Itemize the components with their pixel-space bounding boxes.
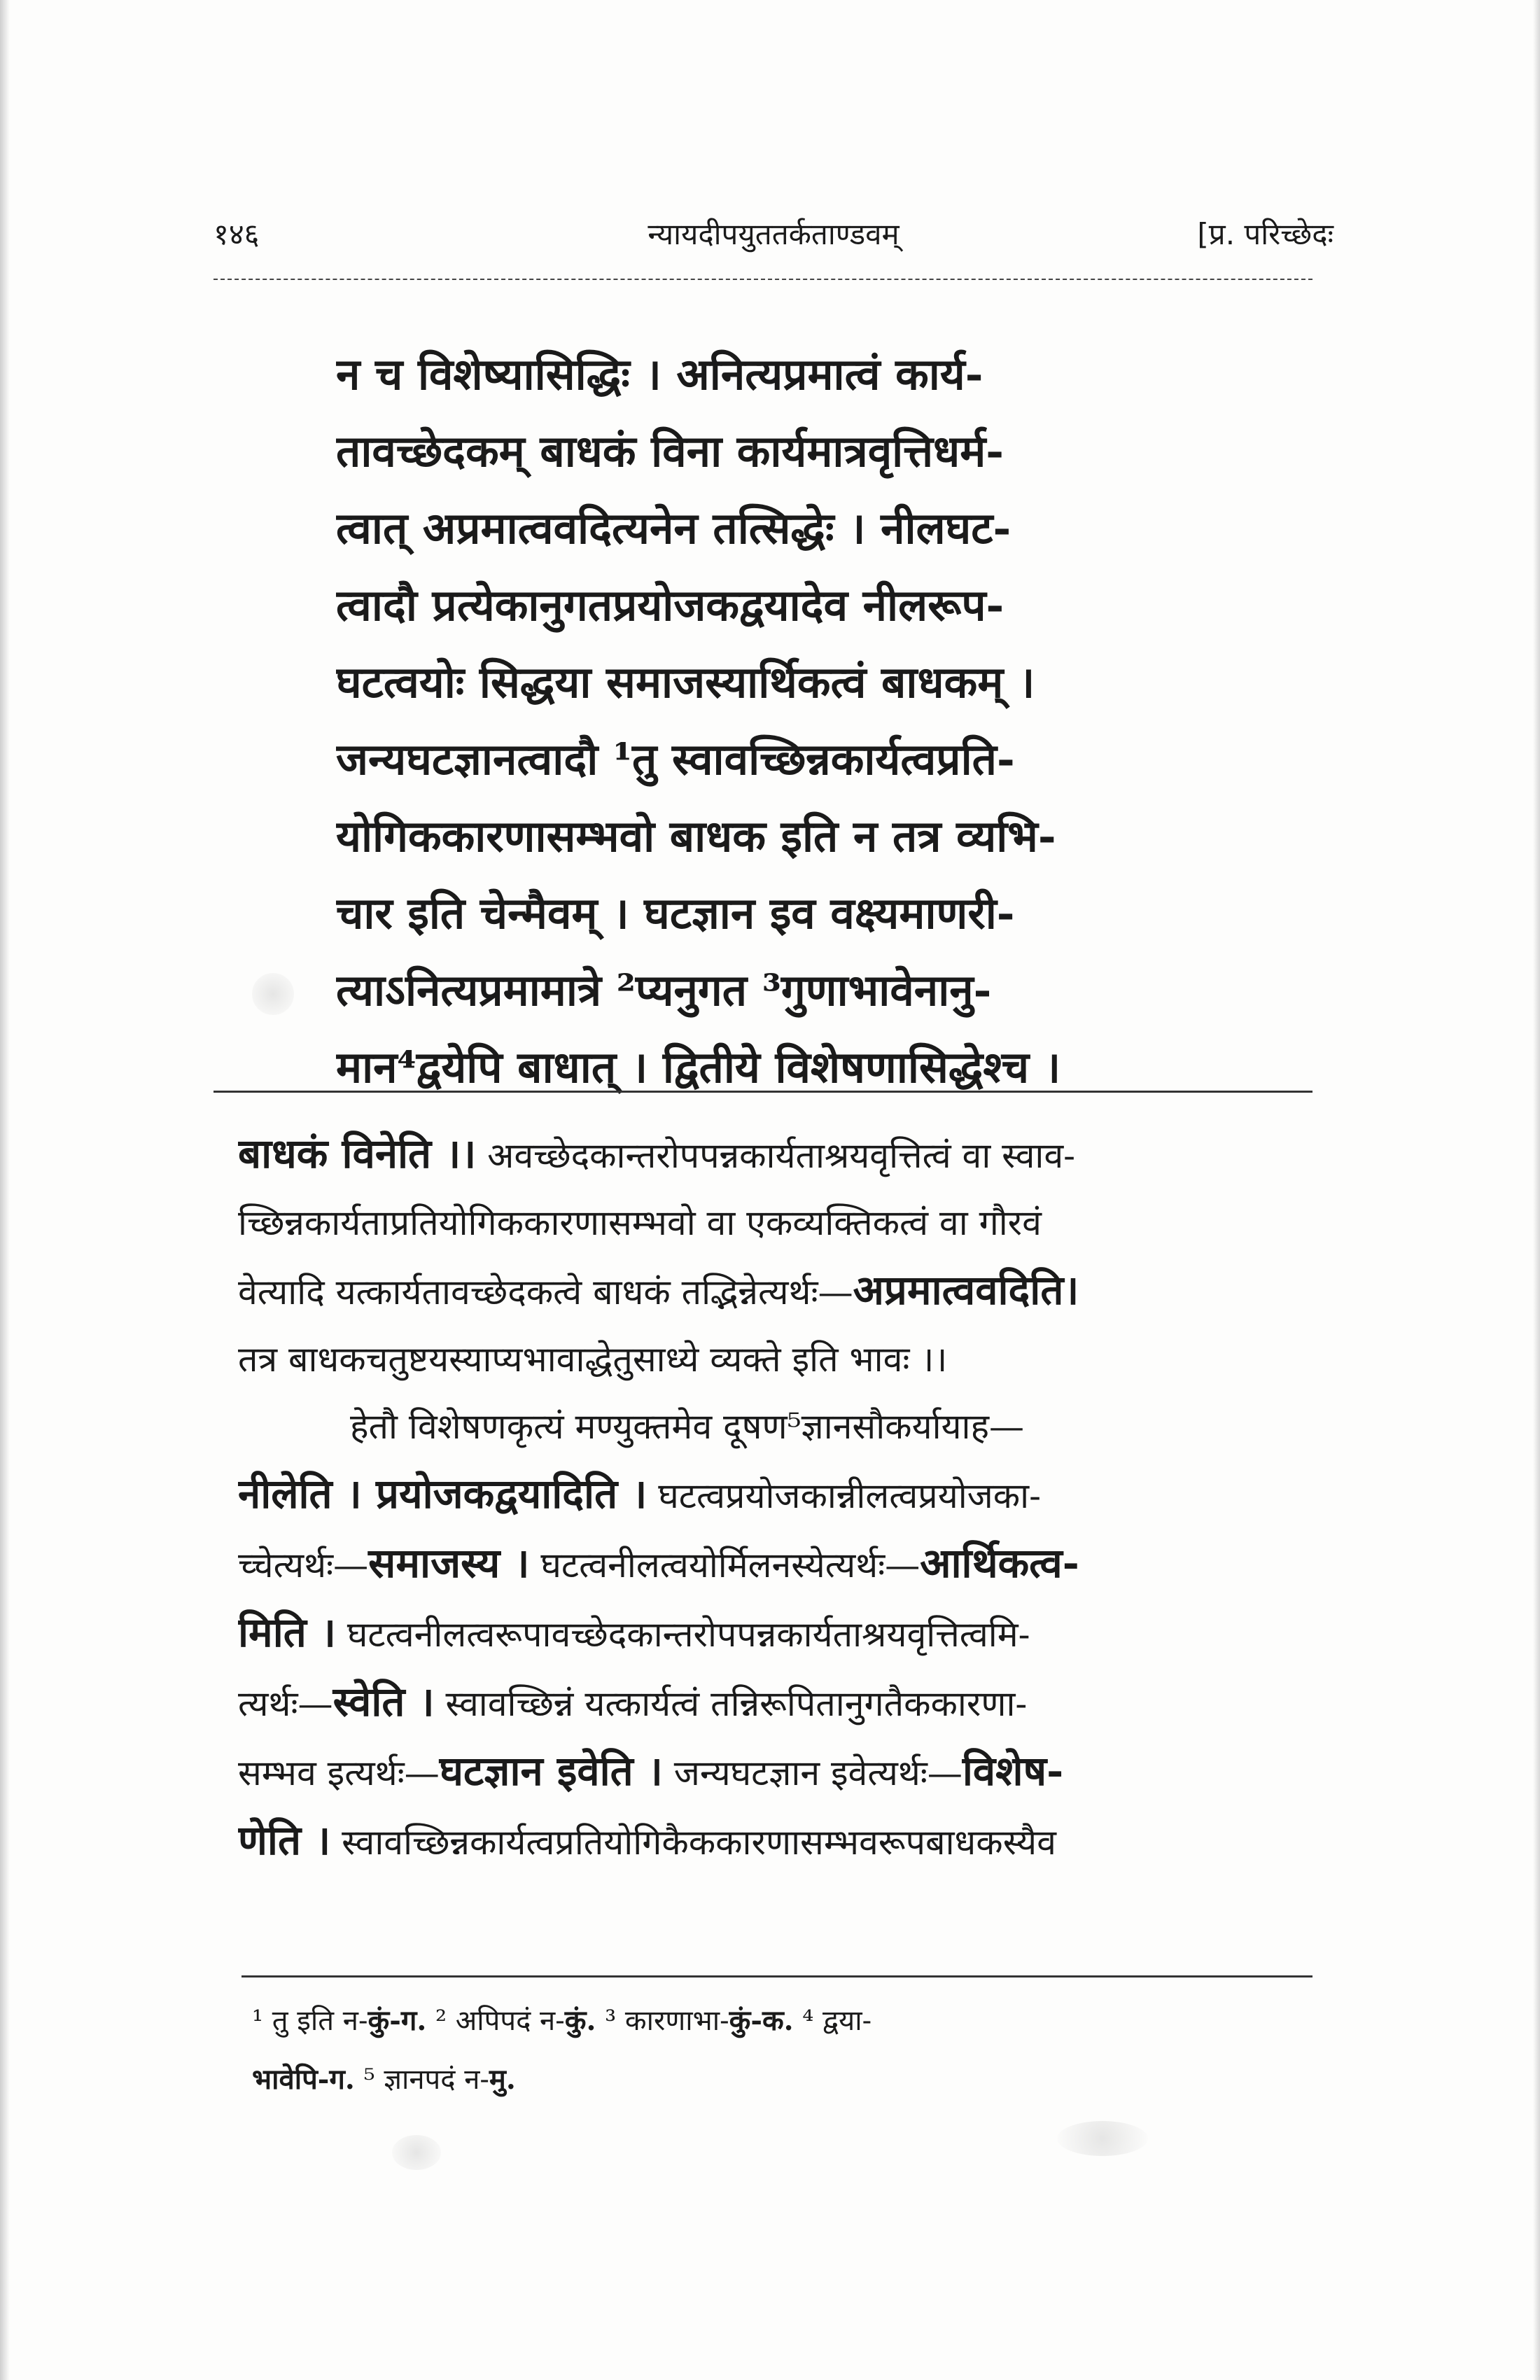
commentary-text: तत्र बाधकचतुष्टयस्याप्यभावाद्धेतुसाध्ये व्यक्ते इति भावः ।। <box>238 1339 948 1380</box>
footnote-text: ¹ तु इति न- <box>252 2005 368 2037</box>
commentary-lemma: घटज्ञान इवेति । <box>439 1747 663 1795</box>
page-header <box>214 214 1334 270</box>
footnote-text: ² अपिपदं न- <box>426 2005 565 2037</box>
commentary-lemma: नीलेति । प्रयोजकद्वयादिति । <box>238 1470 648 1518</box>
footnote-rule <box>241 1975 1312 1977</box>
main-text-line: त्वात् अप्रमात्ववदित्यनेन तत्सिद्धेः । नीलघट- <box>336 503 1011 554</box>
commentary-line <box>238 1326 1316 1393</box>
main-text-line: न च विशेष्यासिद्धिः । अनित्यप्रमात्वं कार्य- <box>336 349 983 400</box>
main-text-line: जन्यघटज्ञानत्वादौ ¹तु स्वावच्छिन्नकार्यत्वप्रति- <box>336 734 1015 785</box>
main-text-line: चार इति चेन्मैवम् । घटज्ञान इव वक्ष्यमाणरी- <box>336 888 1015 939</box>
footnote-siglum: कुं-ग. <box>368 2004 427 2037</box>
commentary-line <box>238 1737 1316 1807</box>
paper-smudge <box>392 2135 441 2170</box>
paper-smudge <box>1057 2121 1148 2156</box>
footnote-line <box>252 1991 1316 2050</box>
commentary-text: घटत्वनीलत्वरूपावच्छेदकान्तरोपपन्नकार्यताश्रयवृत्तित्वमि- <box>335 1614 1030 1655</box>
footnote-siglum: मु. <box>489 2063 516 2096</box>
commentary-text: अवच्छेदकान्तरोपपन्नकार्यताश्रयवृत्तित्वं वा स्वाव- <box>476 1135 1076 1176</box>
commentary-line <box>238 1807 1316 1876</box>
commentary-line <box>238 1530 1316 1599</box>
commentary-line <box>238 1668 1316 1737</box>
commentary-block <box>238 1120 1316 1876</box>
commentary-line <box>238 1460 1316 1530</box>
main-text-line: त्वादौ प्रत्येकानुगतप्रयोजकद्वयादेव नीलरूप- <box>336 580 1004 631</box>
header-rule <box>214 279 1312 284</box>
commentary-lemma: विशेष- <box>962 1747 1064 1795</box>
commentary-line <box>238 1256 1316 1326</box>
commentary-text: घटत्वनीलत्वयोर्मिलनस्येत्यर्थः— <box>529 1545 920 1586</box>
commentary-text: स्वावच्छिन्नं यत्कार्यत्वं तन्निरूपितानुगतैककारणा- <box>434 1684 1028 1724</box>
commentary-line <box>238 1189 1316 1256</box>
footnote-text: ⁴ द्वया- <box>793 2005 872 2037</box>
commentary-lemma: आर्थिकत्व- <box>920 1539 1079 1587</box>
main-text-line: मान⁴द्वयेपि बाधात् । द्वितीये विशेषणासिद्धेश्च । <box>336 1042 1061 1093</box>
footnote-line <box>252 2050 1316 2109</box>
commentary-text: त्यर्थः— <box>238 1684 333 1724</box>
commentary-line <box>238 1393 1316 1460</box>
footnotes-block <box>252 1991 1316 2109</box>
commentary-lemma: स्वेति । <box>332 1678 435 1726</box>
section-label: [प्र. परिच्छेदः <box>1197 217 1334 251</box>
commentary-line <box>238 1120 1316 1189</box>
commentary-lemma: समाजस्य । <box>368 1539 530 1587</box>
main-text-block <box>336 336 1204 1106</box>
footnote-text: ⁵ ज्ञानपदं न- <box>354 2064 489 2096</box>
text-commentary-divider <box>214 1091 1312 1093</box>
footnote-siglum: भावेपि-ग. <box>252 2063 355 2096</box>
footnote-siglum: कुं-क. <box>729 2004 794 2037</box>
page-edge <box>1533 0 1540 2380</box>
footnote-siglum: कुं. <box>564 2004 596 2037</box>
commentary-lemma: अप्रमात्ववदिति। <box>853 1266 1079 1314</box>
commentary-text: जन्यघटज्ञान इवेत्यर्थः— <box>662 1753 962 1793</box>
footnote-text: ³ कारणाभा- <box>596 2005 729 2037</box>
commentary-text: च्छिन्नकार्यताप्रतियोगिककारणासम्भवो वा एकव्यक्तिकत्वं वा गौरवं <box>238 1203 1042 1243</box>
binding-shadow <box>0 0 10 2380</box>
running-title: न्यायदीपयुततर्कताण्डवम् <box>648 217 899 251</box>
page-number: १४६ <box>214 217 260 251</box>
main-text-line: त्याऽनित्यप्रमामात्रे ²प्यनुगत ³गुणाभावेनानु- <box>336 965 992 1016</box>
commentary-text: वेत्यादि यत्कार्यतावच्छेदकत्वे बाधकं तद्भिन्नेत्यर्थः— <box>238 1272 853 1312</box>
commentary-lemma: णेति । <box>238 1816 331 1864</box>
commentary-line <box>238 1599 1316 1668</box>
commentary-text: हेतौ विशेषणकृत्यं मण्युक्तमेव दूषण⁵ज्ञानसौकर्यायाह— <box>350 1406 1025 1447</box>
commentary-lemma: बाधकं विनेति ।। <box>238 1130 477 1177</box>
commentary-lemma: मिति । <box>238 1609 336 1656</box>
main-text-line: योगिककारणासम्भवो बाधक इति न तत्र व्यभि- <box>336 811 1056 862</box>
commentary-text: च्चेत्यर्थः— <box>238 1545 369 1586</box>
commentary-text: घटत्वप्रयोजकान्नीलत्वप्रयोजका- <box>647 1476 1042 1516</box>
paper-smudge <box>252 973 294 1015</box>
commentary-text: सम्भव इत्यर्थः— <box>238 1753 440 1793</box>
main-text-line: घटत्वयोः सिद्धया समाजस्यार्थिकत्वं बाधकम् । <box>336 657 1035 708</box>
commentary-text: स्वावच्छिन्नकार्यत्वप्रतियोगिकैककारणासम्भवरूपबाधकस्यैव <box>330 1822 1056 1863</box>
main-text-line: तावच्छेदकम् बाधकं विना कार्यमात्रवृत्तिधर्म- <box>336 426 1004 477</box>
